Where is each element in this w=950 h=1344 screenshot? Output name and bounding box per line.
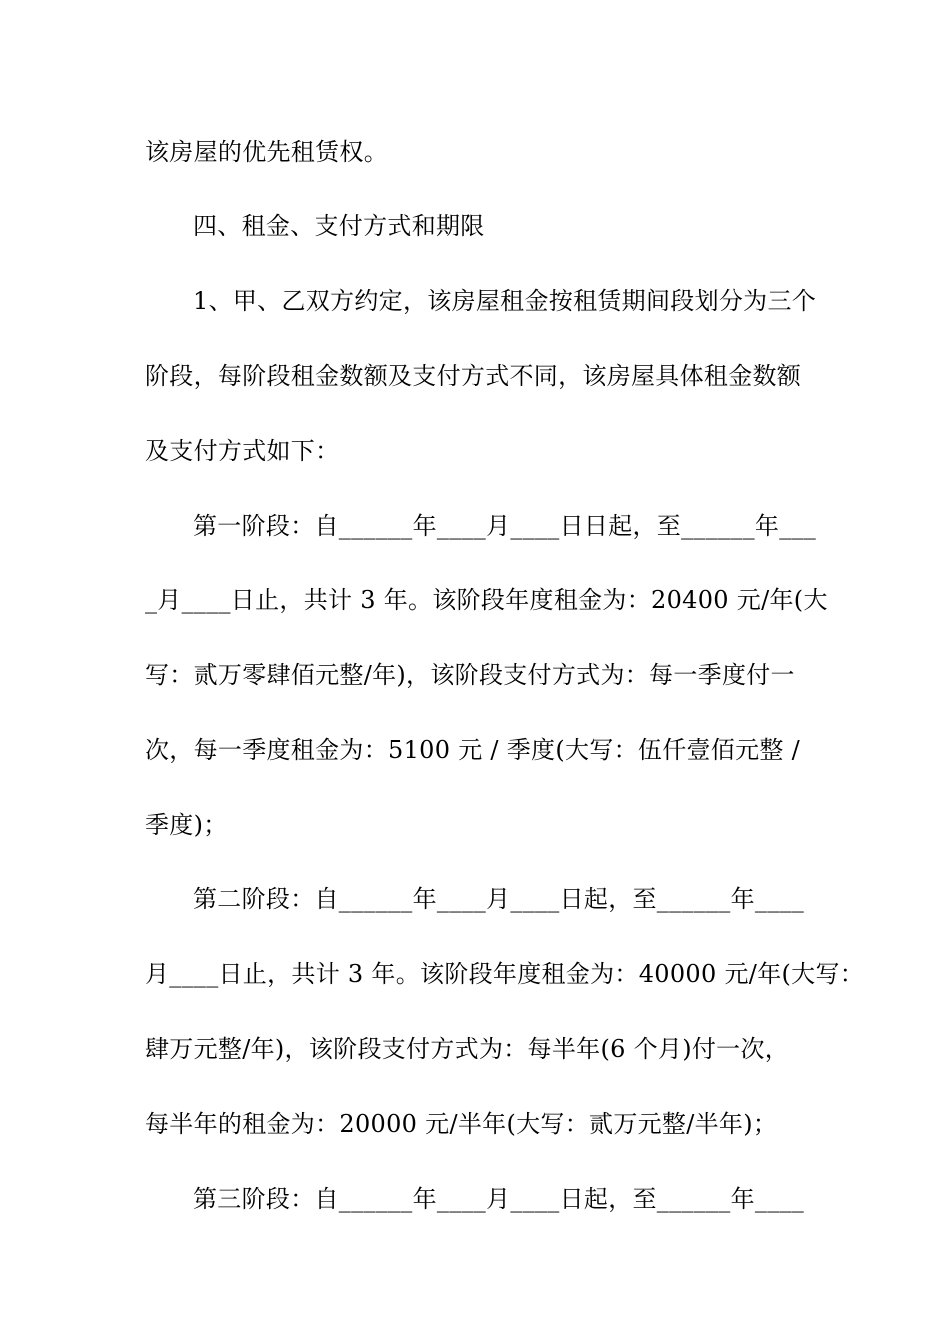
stage-1-line-5: 季度)；: [145, 811, 228, 839]
text-line-5: 及支付方式如下：: [145, 437, 340, 465]
section-heading-4: 四、租金、支付方式和期限: [193, 212, 485, 240]
stage-2-line-4: 每半年的租金为：20000 元/半年(大写：贰万元整/半年)；: [145, 1110, 778, 1138]
text-line-1: 该房屋的优先租赁权。: [145, 138, 388, 166]
stage-1-line-4: 次，每一季度租金为：5100 元 / 季度(大写：伍仟壹佰元整 /: [145, 736, 801, 764]
text-line-4: 阶段，每阶段租金数额及支付方式不同，该房屋具体租金数额: [145, 362, 802, 390]
stage-1-line-1: 第一阶段：自______年____月____日日起，至______年___: [193, 512, 817, 540]
stage-2-line-2: 月____日止，共计 3 年。该阶段年度租金为：40000 元/年(大写：: [145, 960, 865, 988]
text-line-3: 1、甲、乙双方约定，该房屋租金按租赁期间段划分为三个: [193, 287, 817, 315]
stage-1-line-2: _月____日止，共计 3 年。该阶段年度租金为：20400 元/年(大: [145, 586, 828, 614]
stage-2-line-1: 第二阶段：自______年____月____日起，至______年____: [193, 885, 805, 913]
stage-2-line-3: 肆万元整/年)，该阶段支付方式为：每半年(6 个月)付一次，: [145, 1035, 790, 1063]
stage-3-line-1: 第三阶段：自______年____月____日起，至______年____: [193, 1185, 805, 1213]
stage-1-line-3: 写：贰万零肆佰元整/年)，该阶段支付方式为：每一季度付一: [145, 661, 795, 689]
